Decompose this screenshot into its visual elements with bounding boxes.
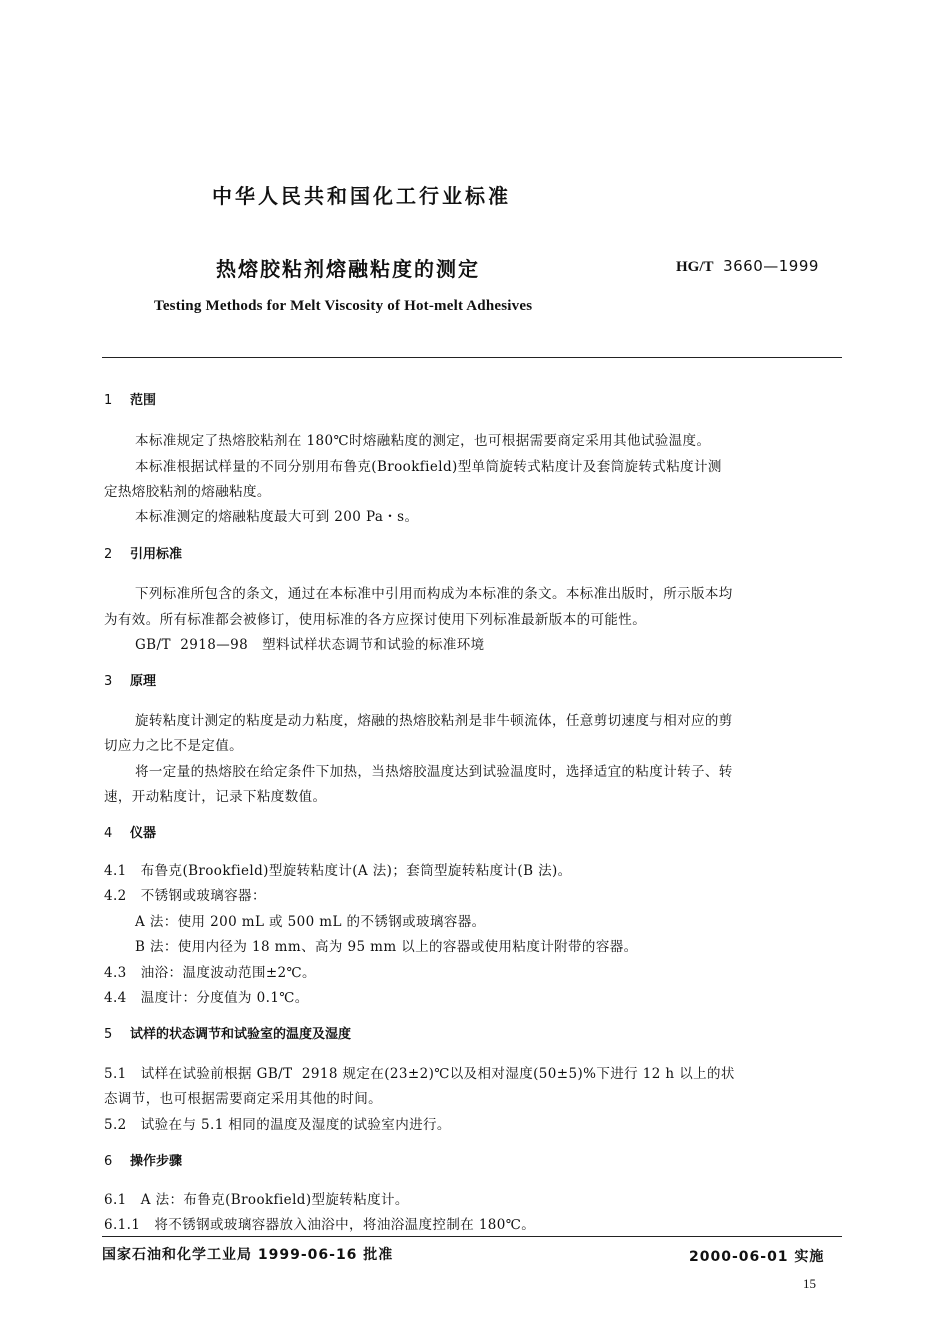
s4-item-1: 4.1 布鲁克(Brookfield)型旋转粘度计(A 法)；套筒型旋转粘度计(B 法)。 (104, 863, 572, 879)
section-2-number: 2 (104, 547, 113, 562)
section-5-title: 试样的状态调节和试验室的温度及湿度 (130, 1027, 352, 1042)
industry-standard-title: 中华人民共和国化工行业标准 (212, 184, 511, 208)
s4-item-3: 4.3 油浴：温度波动范围±2℃。 (104, 965, 316, 981)
s4-item-2: 4.2 不锈钢或玻璃容器： (104, 888, 266, 904)
standard-code-number: 3660—1999 (723, 257, 819, 275)
section-3-number: 3 (104, 674, 113, 689)
footer-divider (102, 1236, 842, 1237)
document-title-cn: 热熔胶粘剂熔融粘度的测定 (216, 257, 480, 281)
s5-item-1-line-2: 态调节，也可根据需要商定采用其他的时间。 (104, 1091, 382, 1107)
s6-item-1-1: 6.1.1 将不锈钢或玻璃容器放入油浴中，将油浴温度控制在 180℃。 (104, 1217, 536, 1233)
standard-code (676, 257, 819, 276)
s2-paragraph-line-2: 为有效。所有标准都会被修订，使用标准的各方应探讨使用下列标准最新版本的可能性。 (104, 612, 647, 628)
section-4-title: 仪器 (130, 826, 157, 841)
section-4-number: 4 (104, 826, 113, 841)
s5-item-2: 5.2 试验在与 5.1 相同的温度及湿度的试验室内进行。 (104, 1117, 451, 1133)
s3-paragraph-1-line-1: 旋转粘度计测定的粘度是动力粘度，熔融的热熔胶粘剂是非牛顿流体，任意剪切速度与相对应的剪 (135, 713, 733, 729)
approval-note: 国家石油和化学工业局 1999-06-16 批准 (102, 1247, 394, 1263)
s5-item-1-line-1: 5.1 试样在试验前根据 GB/T 2918 规定在(23±2)℃以及相对湿度(50±5)%下进行 12 h 以上的状 (104, 1066, 735, 1082)
section-3-title: 原理 (130, 674, 157, 689)
s4-item-2-method-b: B 法：使用内径为 18 mm、高为 95 mm 以上的容器或使用粘度计附带的容器。 (135, 939, 638, 955)
s1-paragraph-1: 本标准规定了热熔胶粘剂在 180℃时熔融粘度的测定，也可根据需要商定采用其他试验温度。 (135, 433, 711, 449)
s1-paragraph-2-line-1: 本标准根据试样量的不同分别用布鲁克(Brookfield)型单筒旋转式粘度计及套筒旋转式粘度计测 (135, 459, 722, 475)
section-2-heading (104, 543, 182, 562)
section-3-heading (104, 670, 156, 689)
s2-reference: GB/T 2918—98 塑料试样状态调节和试验的标准环境 (135, 637, 485, 653)
s3-paragraph-2-line-1: 将一定量的热熔胶在给定条件下加热，当热熔胶温度达到试验温度时，选择适宜的粘度计转子、转 (135, 764, 733, 780)
document-title-en: Testing Methods for Melt Viscosity of Hot-melt Adhesives (154, 298, 533, 314)
section-4-heading (104, 822, 156, 841)
s4-item-4: 4.4 温度计：分度值为 0.1℃。 (104, 990, 309, 1006)
s1-paragraph-2-line-2: 定热熔胶粘剂的熔融粘度。 (104, 484, 271, 500)
page-number: 15 (803, 1276, 816, 1291)
s4-item-2-method-a: A 法：使用 200 mL 或 500 mL 的不锈钢或玻璃容器。 (135, 914, 486, 930)
s2-paragraph-line-1: 下列标准所包含的条文，通过在本标准中引用而构成为本标准的条文。本标准出版时，所示版本均 (135, 586, 733, 602)
s1-paragraph-3: 本标准测定的熔融粘度最大可到 200 Pa・s。 (135, 509, 419, 525)
s3-paragraph-2-line-2: 速，开动粘度计，记录下粘度数值。 (104, 789, 327, 805)
section-5-heading (104, 1023, 351, 1042)
section-6-title: 操作步骤 (130, 1154, 183, 1169)
section-1-title: 范围 (130, 393, 157, 408)
implementation-date: 2000-06-01 实施 (689, 1249, 825, 1265)
standard-code-prefix: HG/T (676, 259, 714, 275)
s6-item-1: 6.1 A 法：布鲁克(Brookfield)型旋转粘度计。 (104, 1192, 409, 1208)
section-1-heading (104, 389, 156, 408)
section-1-number: 1 (104, 393, 113, 408)
header-divider (102, 357, 842, 358)
section-5-number: 5 (104, 1027, 113, 1042)
s3-paragraph-1-line-2: 切应力之比不是定值。 (104, 738, 243, 754)
section-6-number: 6 (104, 1154, 113, 1169)
section-6-heading (104, 1150, 182, 1169)
section-2-title: 引用标准 (130, 547, 183, 562)
